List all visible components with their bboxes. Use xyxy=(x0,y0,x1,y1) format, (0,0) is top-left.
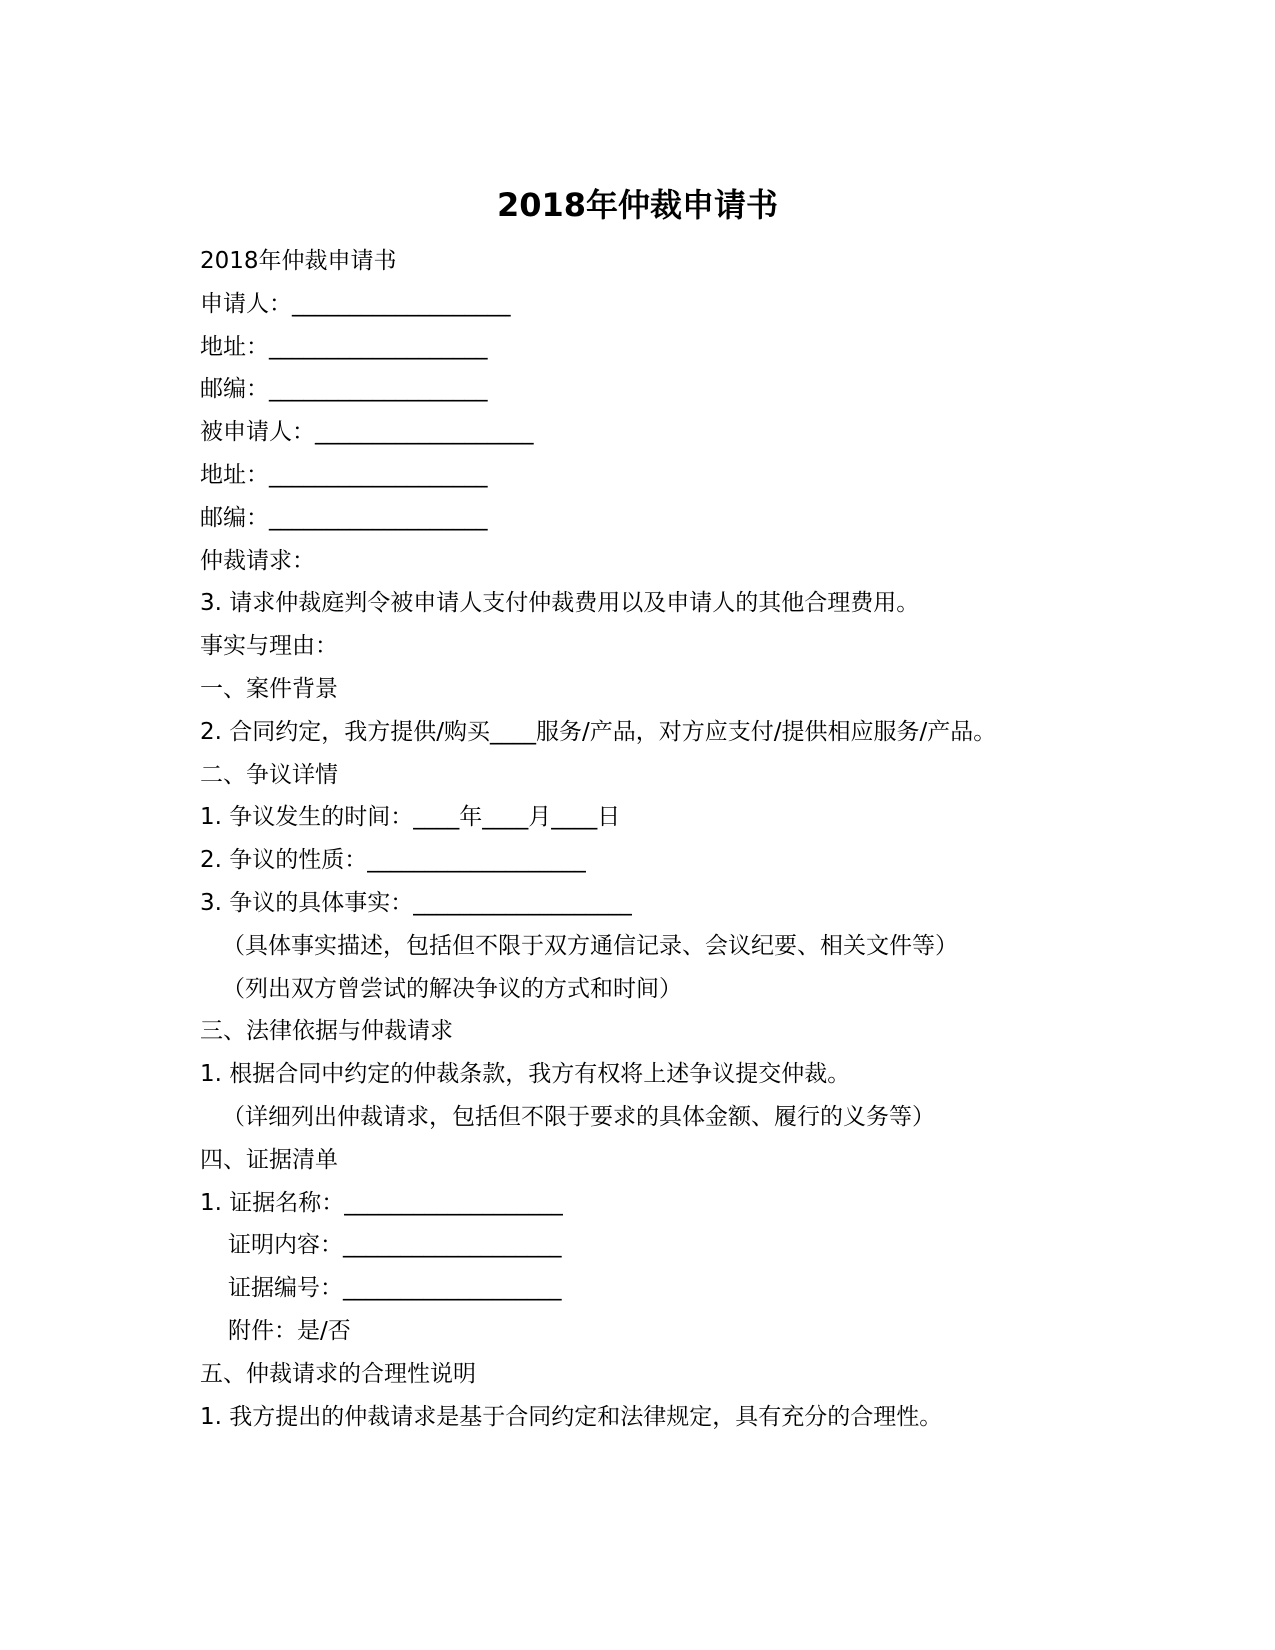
applicant-field: 申请人：___________________ xyxy=(200,290,511,317)
arbitration-claims-heading: 仲裁请求： xyxy=(200,547,315,574)
dispute-facts-field: 3. 争议的具体事实：___________________ xyxy=(200,889,632,916)
section-1-heading: 一、案件背景 xyxy=(200,675,338,702)
facts-description-note: （具体事实描述，包括但不限于双方通信记录、会议纪要、相关文件等） xyxy=(222,932,958,959)
evidence-name-field: 1. 证据名称：___________________ xyxy=(200,1189,563,1216)
section-4-heading: 四、证据清单 xyxy=(200,1146,338,1173)
section-2-heading: 二、争议详情 xyxy=(200,761,338,788)
evidence-number-field: 证据编号：___________________ xyxy=(228,1275,562,1302)
respondent-address-field: 地址：___________________ xyxy=(200,461,488,488)
document-body xyxy=(200,240,1100,1438)
attachment-field: 附件：是/否 xyxy=(228,1317,351,1344)
section-5-item-1: 1. 我方提出的仲裁请求是基于合同约定和法律规定，具有充分的合理性。 xyxy=(200,1403,943,1430)
respondent-field: 被申请人：___________________ xyxy=(200,419,534,446)
claims-detail-note: （详细列出仲裁请求，包括但不限于要求的具体金额、履行的义务等） xyxy=(222,1103,935,1130)
resolution-attempts-note: （列出双方曾尝试的解决争议的方式和时间） xyxy=(222,975,682,1002)
section-3-item-1: 1. 根据合同中约定的仲裁条款，我方有权将上述争议提交仲裁。 xyxy=(200,1061,851,1088)
section-5-heading: 五、仲裁请求的合理性说明 xyxy=(200,1360,476,1387)
facts-and-reasons-heading: 事实与理由： xyxy=(200,633,338,660)
section-1-item-2: 2. 合同约定，我方提供/购买____服务/产品，对方应支付/提供相应服务/产品。 xyxy=(200,718,997,745)
respondent-postcode-field: 邮编：___________________ xyxy=(200,504,488,531)
applicant-address-field: 地址：___________________ xyxy=(200,333,488,360)
dispute-time-field: 1. 争议发生的时间：____年____月____日 xyxy=(200,804,621,831)
dispute-nature-field: 2. 争议的性质：___________________ xyxy=(200,847,586,874)
document-title: 2018年仲裁申请书 xyxy=(496,186,779,224)
claim-item-3: 3. 请求仲裁庭判令被申请人支付仲裁费用以及申请人的其他合理费用。 xyxy=(200,590,920,617)
section-3-heading: 三、法律依据与仲裁请求 xyxy=(200,1018,453,1045)
evidence-content-field: 证明内容：___________________ xyxy=(228,1232,562,1259)
applicant-postcode-field: 邮编：___________________ xyxy=(200,376,488,403)
subtitle-line: 2018年仲裁申请书 xyxy=(200,248,397,274)
